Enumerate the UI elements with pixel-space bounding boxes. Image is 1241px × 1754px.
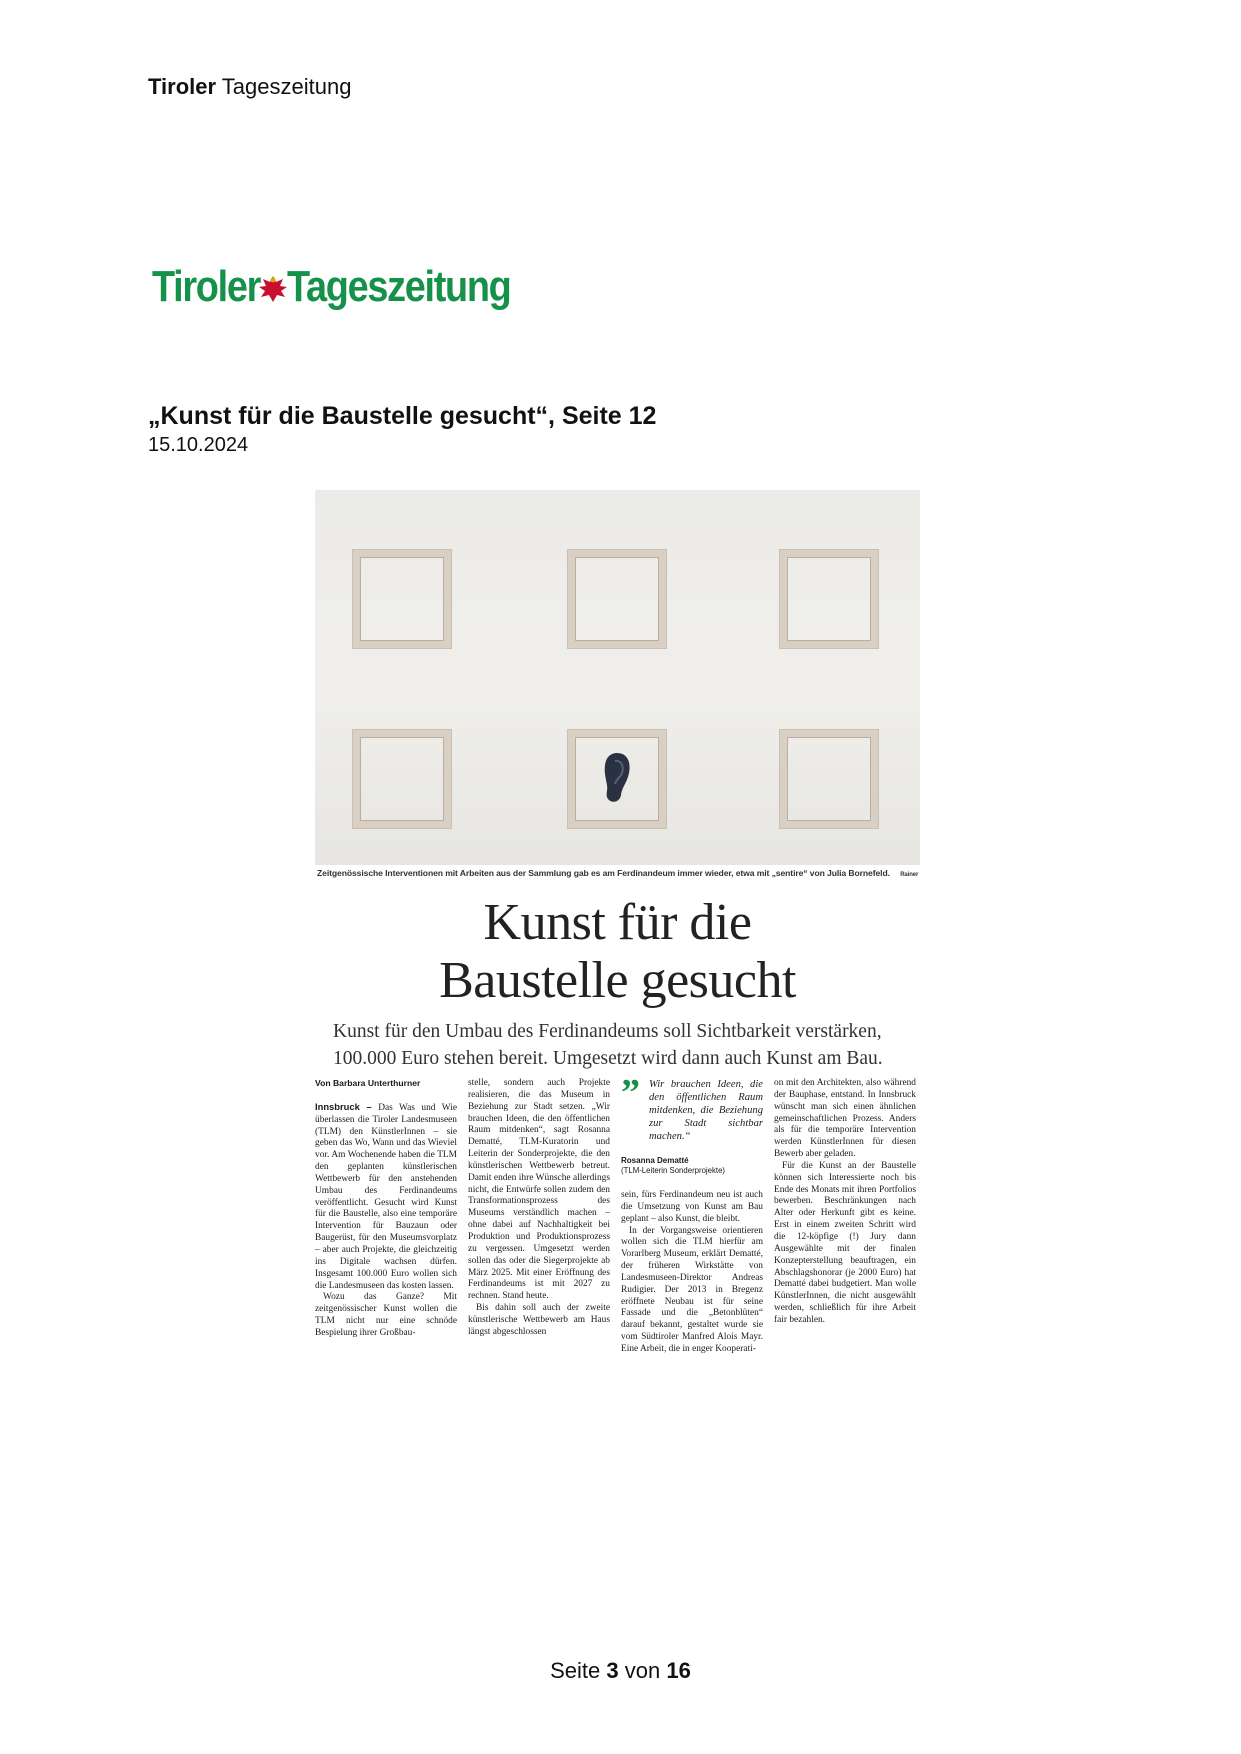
wall-frame: [353, 550, 451, 648]
wall-frame: [780, 550, 878, 648]
article-dateline: Innsbruck –: [315, 1100, 372, 1112]
article-photo: [315, 490, 920, 865]
newspaper-clipping: [315, 490, 920, 1410]
header-brand-bold: Tiroler: [148, 74, 217, 99]
document-header: [148, 74, 351, 100]
column-paragraph: on mit den Architekten, also während der Bauphase, entstand. In Innsbruck wünscht man sich einen ähnlichen gemeinschaftlichen Prozess. Anders als für die temporäre Intervention werden KünstlerInnen für diesen Bewerb aber geladen.: [774, 1078, 916, 1160]
eagle-icon: [256, 272, 290, 306]
ear-sculpture-icon: [602, 751, 632, 805]
photo-caption-text: Zeitgenössische Interventionen mit Arbeiten aus der Sammlung gab es am Ferdinandeum immer wieder, etwa mit „sentire“ von Julia Bornefeld.: [317, 868, 890, 878]
article-column-2: [468, 1078, 610, 1339]
column-paragraph: sein, fürs Ferdinandeum neu ist auch die Umsetzung von Kunst am Bau geplant – also Kunst, die bleibt.: [621, 1190, 763, 1224]
newspaper-logo: [152, 262, 511, 320]
column-paragraph: Das Was und Wie überlassen die Tiroler Landesmuseen (TLM) den KünstlerInnen – sie geben das Wo, Wann und das Wieviel vor. Am Wochenende haben die TLM den geplanten künstlerischen Wettbewerb für den anstehenden Umbau des Ferdinandeums veröffentlicht. Gesucht wird Kunst für die Baustelle, also eine temporäre Intervention für Bauzaun oder Baugerüst, für den Museumsvorplatz – aber auch Projekte, die gleichzeitig ins Digitale wachsen dürfen. Insgesamt 100.000 Euro wollen sich die Landesmuseen das kosten lassen.: [315, 1102, 457, 1291]
logo-part2: Tageszeitung: [287, 262, 511, 311]
column-paragraph: In der Vorgangsweise orientieren wollen sich die TLM hierfür am Vorarlberg Museum, erklärt Dematté, der früheren Wirkstätte von Landesmuseen-Direktor Andreas Rudigier. Der 2013 in Bregenz eröffnete Neubau ist für seine Fassade und die „Betonblüten“ darauf bekannt, gestaltet wurde sie vom Südtiroler Manfred Alois Mayr. Eine Arbeit, die in enger Kooperati-: [621, 1225, 763, 1354]
column-paragraph: Bis dahin soll auch der zweite künstlerische Wettbewerb am Haus längst abgeschlossen: [468, 1303, 610, 1337]
photo-caption: [317, 868, 918, 878]
header-brand-light: Tageszeitung: [221, 74, 352, 99]
article-reference-title: „Kunst für die Baustelle gesucht“, Seite 12: [148, 402, 657, 430]
wall-frame: [568, 550, 666, 648]
column-paragraph: stelle, sondern auch Projekte realisieren, die das Museum in Beziehung zur Stadt setzen. „Wir brauchen Ideen, die den öffentlichen Raum mitdenken“, sagt Rosanna Dematté, TLM-Kuratorin und Leiterin der Sonderprojekte, die den künstlerischen Wettbewerb betreut. Damit enden ihre Wünsche allerdings nicht, die Entwürfe sollen zudem den Transformationsprozess des Museums verständlich machen – ohne dabei auf Nachhaltigkeit bei Produktion und Produktionsprozess zu vergessen. Umgesetzt werden sollen das oder die Siegerprojekte ab März 2025. Mit einer Eröffnung des Ferdinandeums ist mit 2027 zu rechnen. Stand heute.: [468, 1078, 610, 1302]
article-headline: [315, 894, 920, 1010]
article-teaser: Kunst für den Umbau des Ferdinandeums soll Sichtbarkeit verstärken, 100.000 Euro stehen bereit. Umgesetzt wird dann auch Kunst am Bau.: [333, 1021, 883, 1069]
article-column-1: [315, 1078, 457, 1340]
column-paragraph: Wozu das Ganze? Mit zeitgenössischer Kunst wollen die TLM nicht nur eine schnöde Bespielung ihrer Großbau-: [315, 1292, 457, 1338]
article-reference-date: 15.10.2024: [148, 434, 249, 456]
pull-quote: [621, 1072, 763, 1176]
footer-prefix: Seite: [550, 1658, 601, 1683]
article-byline: Von Barbara Unterthurner: [315, 1078, 421, 1088]
headline-line-2: Baustelle gesucht: [439, 952, 796, 1009]
quote-author-role: (TLM-Leiterin Sonderprojekte): [621, 1166, 726, 1175]
wall-frame: [780, 730, 878, 828]
headline-line-1: Kunst für die: [483, 894, 752, 951]
footer-current-page: 3: [606, 1658, 619, 1683]
pull-quote-text: Wir brauchen Ideen, die den öffentlichen Raum mitdenken, die Beziehung zur Stadt sichtbar machen.“: [649, 1079, 763, 1142]
photo-credit: Rainer: [900, 872, 919, 878]
wall-frame: [568, 730, 666, 828]
quote-author: Rosanna Dematté: [621, 1156, 689, 1165]
article-column-3: [621, 1072, 763, 1356]
logo-part1: Tiroler: [152, 262, 261, 311]
footer-total-pages: 16: [666, 1658, 691, 1683]
article-column-4: [774, 1078, 916, 1327]
wall-frame: [353, 730, 451, 828]
column-paragraph: Für die Kunst an der Baustelle können sich Interessierte noch bis Ende des Monats mit ihren Portfolios bewerben. Beschränkungen nach Alter oder Herkunft gibt es keine. Erst in einem zweiten Schritt wird die 12-köpfige (!) Jury dann Ausgewählte mit der finalen Konzepterstellung beauftragen, ein Abschlagshonorar (je 2000 Euro) hat Dematté dabei budgetiert. Man wolle KünstlerInnen, die nicht ausgewählt werden, schließlich für ihre Arbeit fair bezahlen.: [774, 1160, 916, 1325]
footer-separator: von: [624, 1658, 661, 1683]
quote-mark-icon: ”: [621, 1072, 640, 1114]
page-footer: [0, 1658, 1241, 1684]
